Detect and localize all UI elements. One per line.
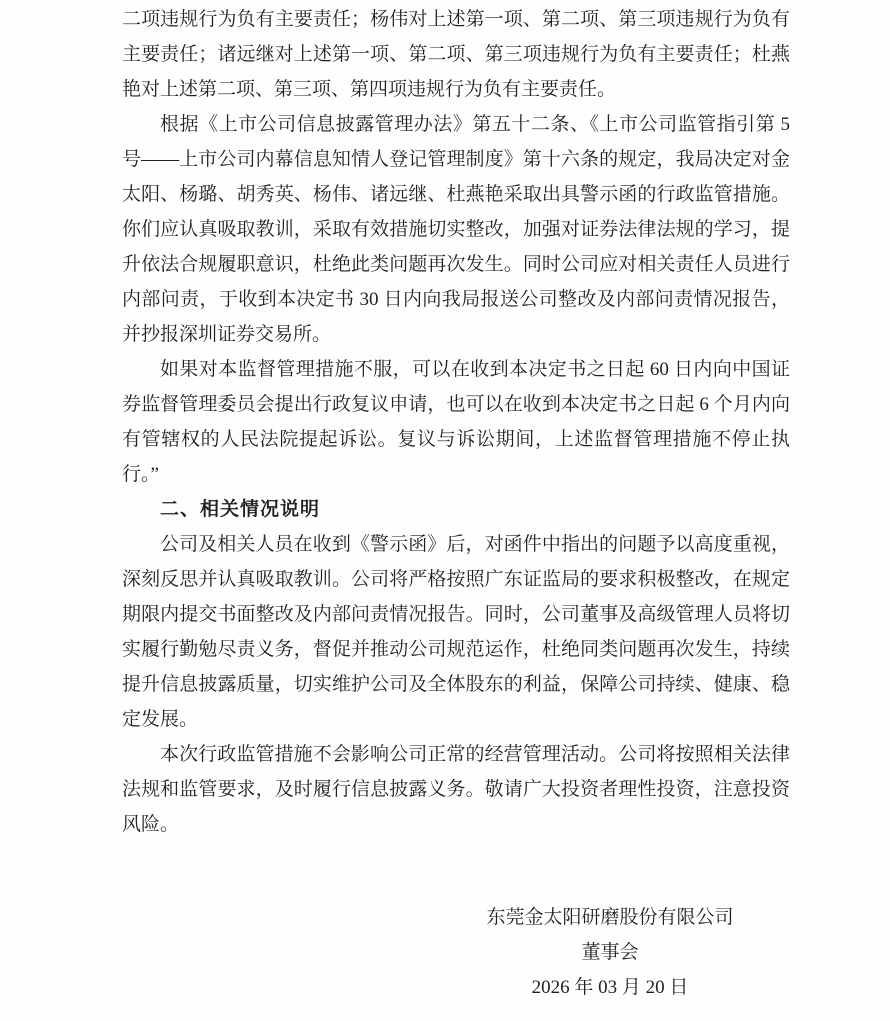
text-line: 实履行勤勉尽责义务，督促并推动公司规范运作，杜绝同类问题再次发生，持续	[122, 639, 790, 660]
signature-date: 2026 年 03 月 20 日	[531, 977, 689, 998]
paragraph	[122, 527, 790, 737]
text-line: 并抄报深圳证券交易所。	[122, 324, 332, 345]
text-line: 如果对本监督管理措施不服，可以在收到本决定书之日起 60 日内向中国证	[160, 359, 790, 380]
text-line: 券监督管理委员会提出行政复议申请，也可以在收到本决定书之日起 6 个月内向	[122, 394, 790, 415]
text-line: 期限内提交书面整改及内部问责情况报告。同时，公司董事及高级管理人员将切	[122, 604, 790, 625]
paragraph	[122, 352, 790, 492]
signature-block	[430, 900, 790, 1005]
text-line: 升依法合规履职意识，杜绝此类问题再次发生。同时公司应对相关责任人员进行	[122, 254, 790, 275]
section-heading	[122, 492, 790, 527]
text-line: 行。”	[122, 464, 159, 485]
text-line: 提升信息披露质量，切实维护公司及全体股东的利益，保障公司持续、健康、稳	[122, 674, 790, 695]
text-line: 太阳、杨璐、胡秀英、杨伟、诸远继、杜燕艳采取出具警示函的行政监管措施。	[122, 184, 790, 205]
company-name: 东莞金太阳研磨股份有限公司	[486, 907, 734, 928]
text-line: 号——上市公司内幕信息知情人登记管理制度》第十六条的规定，我局决定对金	[122, 149, 790, 170]
text-line: 定发展。	[122, 709, 199, 730]
text-line: 二项违规行为负有主要责任；杨伟对上述第一项、第二项、第三项违规行为负有	[122, 9, 790, 30]
paragraph	[122, 107, 790, 352]
text-line: 主要责任；诸远继对上述第一项、第二项、第三项违规行为负有主要责任；杜燕	[122, 44, 790, 65]
text-line: 本次行政监管措施不会影响公司正常的经营管理活动。公司将按照相关法律	[160, 744, 790, 765]
text-line: 法规和监管要求，及时履行信息披露义务。敬请广大投资者理性投资，注意投资	[122, 779, 790, 800]
text-line: 根据《上市公司信息披露管理办法》第五十二条、《上市公司监管指引第 5	[160, 114, 790, 135]
text-line: 艳对上述第二项、第三项、第四项违规行为负有主要责任。	[122, 79, 617, 100]
text-line: 风险。	[122, 814, 180, 835]
text-line: 二、相关情况说明	[160, 499, 321, 520]
text-line: 公司及相关人员在收到《警示函》后，对函件中指出的问题予以高度重视，	[160, 534, 790, 555]
text-line: 你们应认真吸取教训，采取有效措施切实整改，加强对证券法律法规的学习，提	[122, 219, 790, 240]
text-line: 有管辖权的人民法院提起诉讼。复议与诉讼期间，上述监督管理措施不停止执	[122, 429, 790, 450]
paragraph	[122, 2, 790, 107]
text-line: 内部问责，于收到本决定书 30 日内向我局报送公司整改及内部问责情况报告，	[122, 289, 790, 310]
signer-title: 董事会	[581, 942, 639, 963]
paragraph	[122, 737, 790, 842]
text-line: 深刻反思并认真吸取教训。公司将严格按照广东证监局的要求积极整改，在规定	[122, 569, 790, 590]
